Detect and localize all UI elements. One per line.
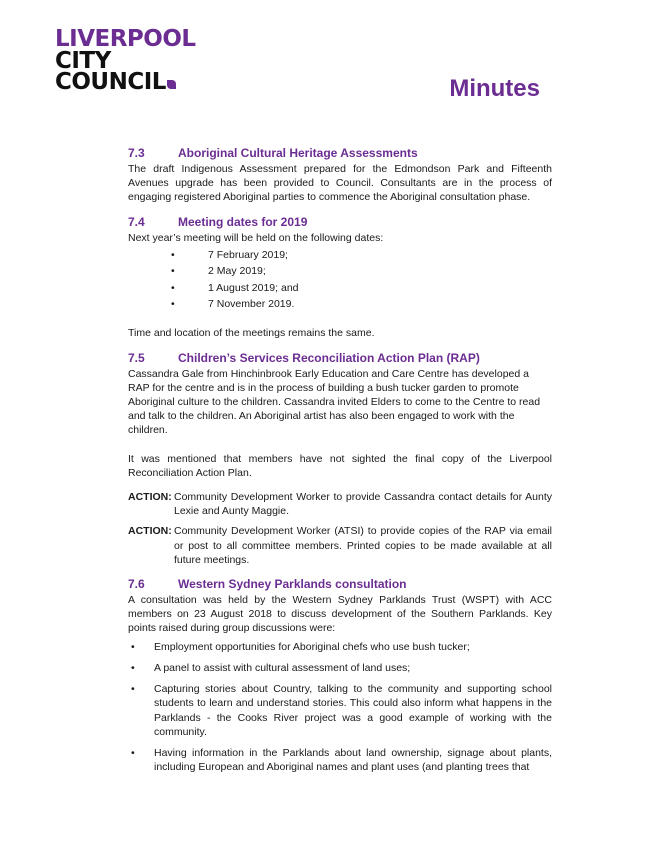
section-title: Children’s Services Reconciliation Action Plan (RAP) [178,350,480,365]
list-item-text: A panel to assist with cultural assessment of land uses; [154,661,411,674]
list-item-text: 7 February 2019; [208,248,288,261]
logo-line-city: CITY [55,47,111,74]
section-heading [128,577,552,592]
key-points-list [128,640,552,775]
list-item [128,263,552,279]
section-number: 7.5 [128,350,145,365]
section-number: 7.3 [128,146,145,160]
section-7-5 [128,351,552,567]
paragraph: Time and location of the meetings remains the same. [128,327,375,340]
section-7-4 [128,215,552,341]
list-item [128,746,552,774]
list-item-text: Employment opportunities for Aboriginal chefs who use bush tucker; [154,640,470,653]
bullet-icon: • [131,640,135,653]
section-7-6 [128,577,552,774]
list-item-text: Having information in the Parklands about land ownership, signage about plants, including European and Aboriginal names and plant uses (and planting trees that [154,746,552,774]
list-item [128,640,552,654]
list-item [128,280,552,296]
list-item [128,296,552,312]
meeting-dates-list [128,247,552,313]
action-text: Community Development Worker (ATSI) to provide copies of the RAP via email or post to all committee members. Printed copies to be made available at all future meetings. [174,525,552,566]
section-title: Meeting dates for 2019 [178,214,308,229]
document-title: Minutes [449,75,540,102]
bullet-icon: • [171,298,175,311]
document-body [128,146,552,784]
list-item-text: 7 November 2019. [208,298,295,311]
section-heading [128,146,552,161]
bullet-icon: • [131,746,135,759]
action-label: ACTION: [128,491,172,504]
list-item [128,682,552,739]
action-item [128,524,552,567]
paragraph: It was mentioned that members have not sighted the final copy of the Liverpool Reconciliation Action Plan. [128,452,552,479]
paragraph: Next year’s meeting will be held on the following dates: [128,231,384,244]
action-label: ACTION: [128,525,172,538]
paragraph: The draft Indigenous Assessment prepared for the Edmondson Park and Fifteenth Avenues upgrade has been provided to Council. Consultants are in the process of engaging registered Aboriginal parties to commence the Aboriginal consultation phase. [128,163,552,204]
bullet-icon: • [131,683,135,696]
bullet-icon: • [171,248,175,261]
list-item [128,247,552,263]
section-heading [128,215,552,230]
logo-line-council [55,69,225,95]
list-item-text: Capturing stories about Country, talking to the community and supporting school students to learn and understand stories. This could also inform what happens in the Parklands - the Cooks River project was a good example of working with the community. [154,683,552,738]
list-item [128,661,552,675]
section-number: 7.6 [128,577,145,592]
section-title: Aboriginal Cultural Heritage Assessments [178,146,418,160]
bullet-icon: • [171,265,175,278]
bullet-icon: • [171,281,175,294]
section-number: 7.4 [128,214,145,229]
section-heading [128,351,552,366]
council-logo [55,26,225,95]
heart-icon [167,80,176,89]
action-text: Community Development Worker to provide Cassandra contact details for Aunty Lexie and Aunty Maggie. [174,491,552,518]
bullet-icon: • [131,661,135,674]
action-item [128,490,552,518]
section-7-3 [128,146,552,205]
section-title: Western Sydney Parklands consultation [178,577,407,592]
logo-line-liverpool: LIVERPOOL [55,26,196,52]
logo-line-council-text: COUNCIL [55,69,166,95]
list-item-text: 2 May 2019; [208,265,266,278]
list-item-text: 1 August 2019; and [208,281,299,294]
paragraph: Cassandra Gale from Hinchinbrook Early Education and Care Centre has developed a RAP for the centre and is in the process of building a bush tucker garden to promote Aboriginal culture to the children. Cassandra invited Elders to come to the Centre to read and talk to the children. An Aboriginal artist has also been engaged to work with the children. [128,367,541,437]
paragraph: A consultation was held by the Western Sydney Parklands Trust (WSPT) with ACC members on 23 August 2018 to discuss development of the Southern Parklands. Key points raised during group discussions were: [128,594,552,635]
